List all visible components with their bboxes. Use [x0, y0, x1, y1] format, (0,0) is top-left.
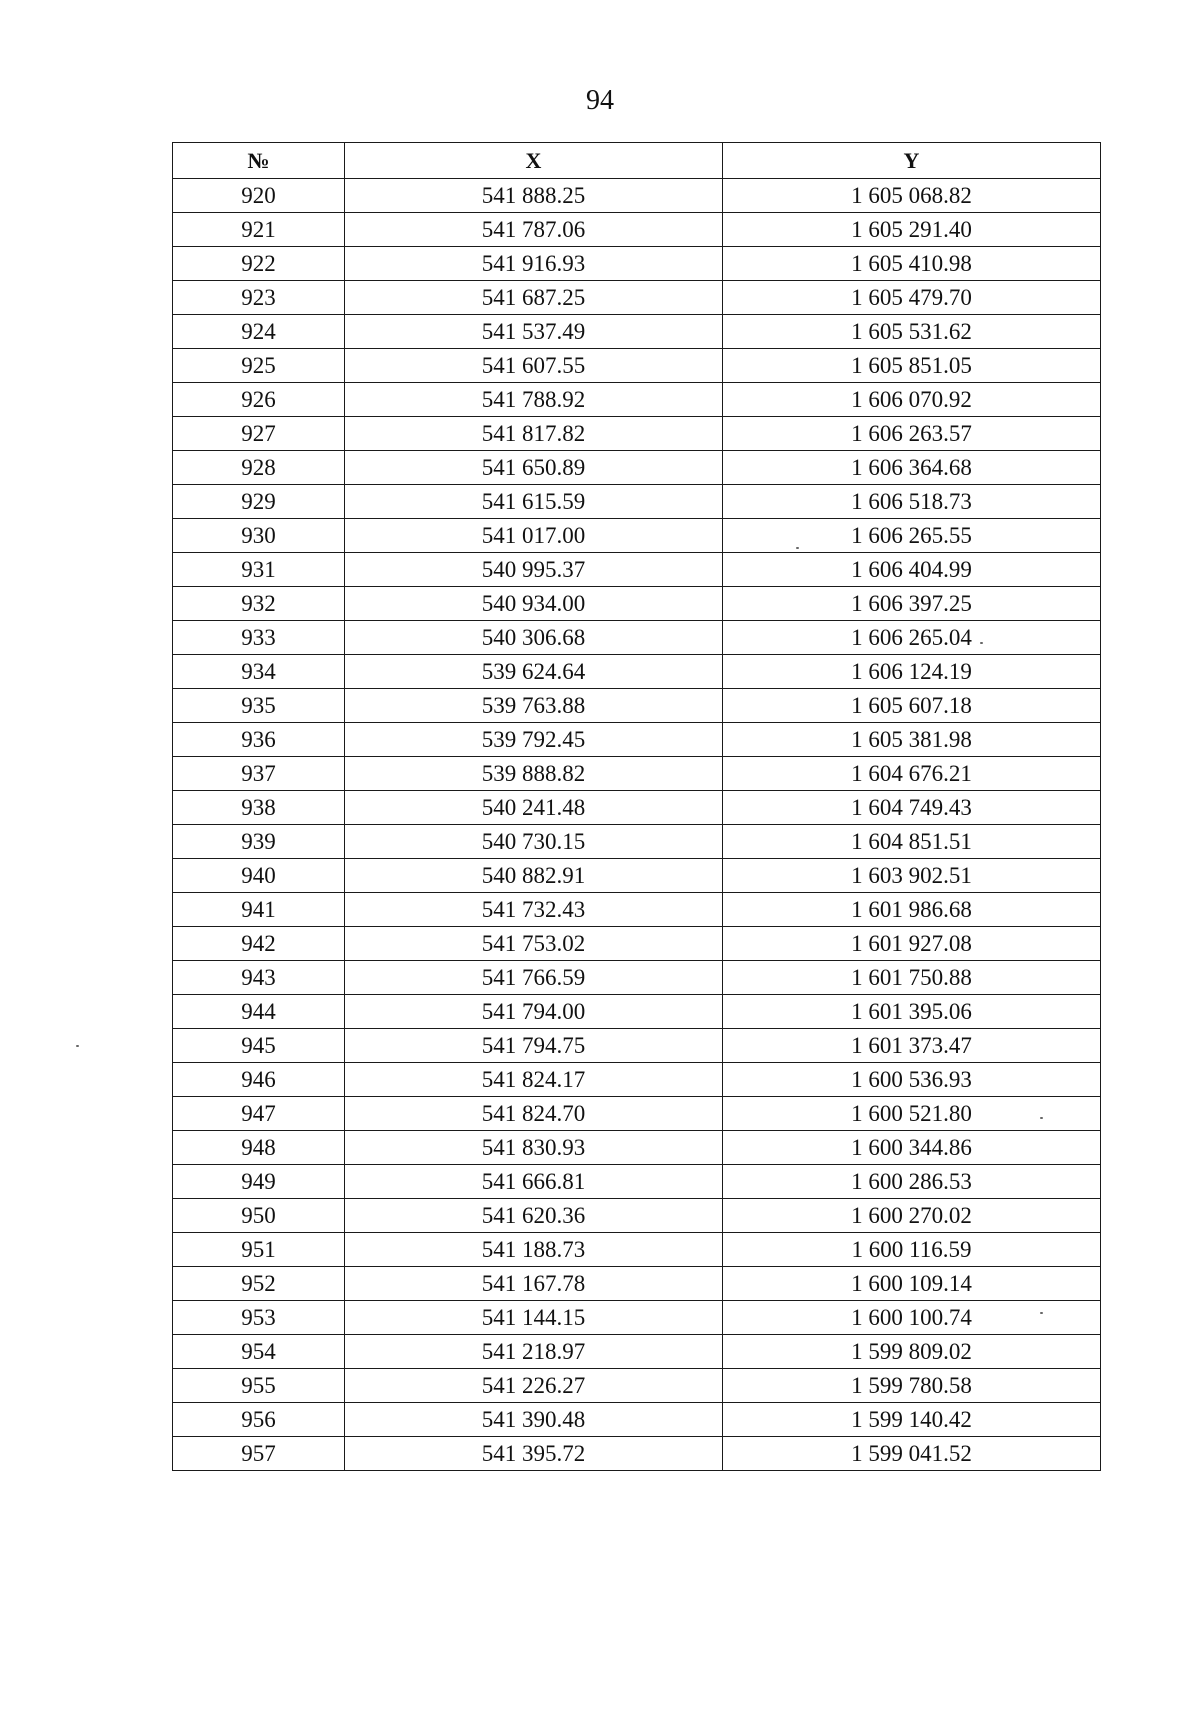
table-body — [173, 179, 1101, 1471]
point-number-cell: 927 — [173, 417, 345, 451]
table-row — [173, 1301, 1101, 1335]
point-number-cell: 954 — [173, 1335, 345, 1369]
point-number-cell: 953 — [173, 1301, 345, 1335]
x-coordinate-cell: 541 017.00 — [345, 519, 723, 553]
table-header — [173, 143, 1101, 179]
coordinates-table — [172, 142, 1101, 1471]
table-row — [173, 213, 1101, 247]
y-coordinate-cell: 1 601 986.68 — [723, 893, 1101, 927]
table-row — [173, 927, 1101, 961]
y-coordinate-cell: 1 601 395.06 — [723, 995, 1101, 1029]
point-number-cell: 926 — [173, 383, 345, 417]
y-coordinate-cell: 1 604 749.43 — [723, 791, 1101, 825]
y-coordinate-cell: 1 599 041.52 — [723, 1437, 1101, 1471]
point-number-cell: 923 — [173, 281, 345, 315]
y-coordinate-cell: 1 606 124.19 — [723, 655, 1101, 689]
y-coordinate-cell: 1 604 676.21 — [723, 757, 1101, 791]
point-number-cell: 936 — [173, 723, 345, 757]
table-row — [173, 995, 1101, 1029]
x-coordinate-cell: 541 218.97 — [345, 1335, 723, 1369]
point-number-cell: 939 — [173, 825, 345, 859]
table-row — [173, 1437, 1101, 1471]
y-coordinate-cell: 1 604 851.51 — [723, 825, 1101, 859]
y-coordinate-cell: 1 600 521.80 — [723, 1097, 1101, 1131]
y-coordinate-cell: 1 601 750.88 — [723, 961, 1101, 995]
point-number-cell: 938 — [173, 791, 345, 825]
point-number-cell: 941 — [173, 893, 345, 927]
point-number-cell: 930 — [173, 519, 345, 553]
y-coordinate-cell: 1 605 410.98 — [723, 247, 1101, 281]
table-row — [173, 689, 1101, 723]
header-num: № — [173, 143, 345, 179]
table-row — [173, 519, 1101, 553]
point-number-cell: 931 — [173, 553, 345, 587]
x-coordinate-cell: 541 390.48 — [345, 1403, 723, 1437]
scan-speck — [980, 642, 983, 644]
x-coordinate-cell: 540 995.37 — [345, 553, 723, 587]
x-coordinate-cell: 541 607.55 — [345, 349, 723, 383]
table-row — [173, 383, 1101, 417]
table-row — [173, 961, 1101, 995]
table-row — [173, 247, 1101, 281]
y-coordinate-cell: 1 606 364.68 — [723, 451, 1101, 485]
y-coordinate-cell: 1 606 518.73 — [723, 485, 1101, 519]
y-coordinate-cell: 1 606 265.55 — [723, 519, 1101, 553]
y-coordinate-cell: 1 606 404.99 — [723, 553, 1101, 587]
y-coordinate-cell: 1 606 397.25 — [723, 587, 1101, 621]
point-number-cell: 932 — [173, 587, 345, 621]
x-coordinate-cell: 541 650.89 — [345, 451, 723, 485]
x-coordinate-cell: 541 537.49 — [345, 315, 723, 349]
point-number-cell: 925 — [173, 349, 345, 383]
table-row — [173, 1097, 1101, 1131]
x-coordinate-cell: 540 882.91 — [345, 859, 723, 893]
point-number-cell: 945 — [173, 1029, 345, 1063]
table-row — [173, 1029, 1101, 1063]
x-coordinate-cell: 541 615.59 — [345, 485, 723, 519]
x-coordinate-cell: 541 687.25 — [345, 281, 723, 315]
y-coordinate-cell: 1 603 902.51 — [723, 859, 1101, 893]
scan-speck — [1040, 1312, 1043, 1314]
y-coordinate-cell: 1 606 263.57 — [723, 417, 1101, 451]
x-coordinate-cell: 539 763.88 — [345, 689, 723, 723]
y-coordinate-cell: 1 605 531.62 — [723, 315, 1101, 349]
table-row — [173, 1063, 1101, 1097]
table-row — [173, 281, 1101, 315]
y-coordinate-cell: 1 600 109.14 — [723, 1267, 1101, 1301]
y-coordinate-cell: 1 600 100.74 — [723, 1301, 1101, 1335]
scan-speck — [796, 547, 799, 549]
x-coordinate-cell: 540 241.48 — [345, 791, 723, 825]
table-row — [173, 485, 1101, 519]
table-row — [173, 349, 1101, 383]
y-coordinate-cell: 1 599 809.02 — [723, 1335, 1101, 1369]
header-x: X — [345, 143, 723, 179]
x-coordinate-cell: 541 794.00 — [345, 995, 723, 1029]
x-coordinate-cell: 541 666.81 — [345, 1165, 723, 1199]
header-y: Y — [723, 143, 1101, 179]
table-row — [173, 757, 1101, 791]
point-number-cell: 946 — [173, 1063, 345, 1097]
table-row — [173, 179, 1101, 213]
point-number-cell: 934 — [173, 655, 345, 689]
table-row — [173, 791, 1101, 825]
point-number-cell: 943 — [173, 961, 345, 995]
point-number-cell: 935 — [173, 689, 345, 723]
x-coordinate-cell: 541 817.82 — [345, 417, 723, 451]
table-row — [173, 1369, 1101, 1403]
point-number-cell: 920 — [173, 179, 345, 213]
y-coordinate-cell: 1 600 536.93 — [723, 1063, 1101, 1097]
table-row — [173, 1233, 1101, 1267]
table-row — [173, 723, 1101, 757]
point-number-cell: 957 — [173, 1437, 345, 1471]
header-row — [173, 143, 1101, 179]
table-row — [173, 1165, 1101, 1199]
x-coordinate-cell: 541 167.78 — [345, 1267, 723, 1301]
table-row — [173, 451, 1101, 485]
x-coordinate-cell: 541 732.43 — [345, 893, 723, 927]
x-coordinate-cell: 541 766.59 — [345, 961, 723, 995]
point-number-cell: 928 — [173, 451, 345, 485]
y-coordinate-cell: 1 599 780.58 — [723, 1369, 1101, 1403]
table-row — [173, 655, 1101, 689]
table-row — [173, 1131, 1101, 1165]
x-coordinate-cell: 539 888.82 — [345, 757, 723, 791]
page-number: 94 — [586, 85, 614, 116]
x-coordinate-cell: 541 188.73 — [345, 1233, 723, 1267]
point-number-cell: 921 — [173, 213, 345, 247]
y-coordinate-cell: 1 605 851.05 — [723, 349, 1101, 383]
point-number-cell: 956 — [173, 1403, 345, 1437]
y-coordinate-cell: 1 605 607.18 — [723, 689, 1101, 723]
y-coordinate-cell: 1 606 265.04 — [723, 621, 1101, 655]
x-coordinate-cell: 541 620.36 — [345, 1199, 723, 1233]
point-number-cell: 955 — [173, 1369, 345, 1403]
y-coordinate-cell: 1 601 373.47 — [723, 1029, 1101, 1063]
x-coordinate-cell: 539 624.64 — [345, 655, 723, 689]
x-coordinate-cell: 540 934.00 — [345, 587, 723, 621]
x-coordinate-cell: 541 788.92 — [345, 383, 723, 417]
table-row — [173, 825, 1101, 859]
table-row — [173, 893, 1101, 927]
table-row — [173, 553, 1101, 587]
table-row — [173, 1335, 1101, 1369]
y-coordinate-cell: 1 599 140.42 — [723, 1403, 1101, 1437]
x-coordinate-cell: 541 824.17 — [345, 1063, 723, 1097]
table-row — [173, 1199, 1101, 1233]
point-number-cell: 947 — [173, 1097, 345, 1131]
point-number-cell: 950 — [173, 1199, 345, 1233]
x-coordinate-cell: 541 824.70 — [345, 1097, 723, 1131]
x-coordinate-cell: 540 730.15 — [345, 825, 723, 859]
point-number-cell: 949 — [173, 1165, 345, 1199]
point-number-cell: 929 — [173, 485, 345, 519]
x-coordinate-cell: 541 794.75 — [345, 1029, 723, 1063]
point-number-cell: 937 — [173, 757, 345, 791]
point-number-cell: 951 — [173, 1233, 345, 1267]
table-row — [173, 417, 1101, 451]
y-coordinate-cell: 1 600 286.53 — [723, 1165, 1101, 1199]
table-row — [173, 1267, 1101, 1301]
x-coordinate-cell: 541 888.25 — [345, 179, 723, 213]
point-number-cell: 948 — [173, 1131, 345, 1165]
x-coordinate-cell: 541 753.02 — [345, 927, 723, 961]
point-number-cell: 940 — [173, 859, 345, 893]
y-coordinate-cell: 1 605 381.98 — [723, 723, 1101, 757]
y-coordinate-cell: 1 605 291.40 — [723, 213, 1101, 247]
x-coordinate-cell: 541 916.93 — [345, 247, 723, 281]
x-coordinate-cell: 540 306.68 — [345, 621, 723, 655]
y-coordinate-cell: 1 600 270.02 — [723, 1199, 1101, 1233]
y-coordinate-cell: 1 606 070.92 — [723, 383, 1101, 417]
scan-speck — [76, 1045, 79, 1047]
point-number-cell: 942 — [173, 927, 345, 961]
y-coordinate-cell: 1 600 116.59 — [723, 1233, 1101, 1267]
x-coordinate-cell: 541 787.06 — [345, 213, 723, 247]
y-coordinate-cell: 1 605 479.70 — [723, 281, 1101, 315]
x-coordinate-cell: 541 144.15 — [345, 1301, 723, 1335]
point-number-cell: 952 — [173, 1267, 345, 1301]
scan-speck — [1040, 1117, 1043, 1119]
point-number-cell: 933 — [173, 621, 345, 655]
point-number-cell: 944 — [173, 995, 345, 1029]
x-coordinate-cell: 539 792.45 — [345, 723, 723, 757]
x-coordinate-cell: 541 395.72 — [345, 1437, 723, 1471]
table-row — [173, 1403, 1101, 1437]
table-row — [173, 621, 1101, 655]
table-row — [173, 315, 1101, 349]
table-row — [173, 587, 1101, 621]
y-coordinate-cell: 1 601 927.08 — [723, 927, 1101, 961]
point-number-cell: 922 — [173, 247, 345, 281]
y-coordinate-cell: 1 605 068.82 — [723, 179, 1101, 213]
y-coordinate-cell: 1 600 344.86 — [723, 1131, 1101, 1165]
point-number-cell: 924 — [173, 315, 345, 349]
x-coordinate-cell: 541 830.93 — [345, 1131, 723, 1165]
table-row — [173, 859, 1101, 893]
x-coordinate-cell: 541 226.27 — [345, 1369, 723, 1403]
